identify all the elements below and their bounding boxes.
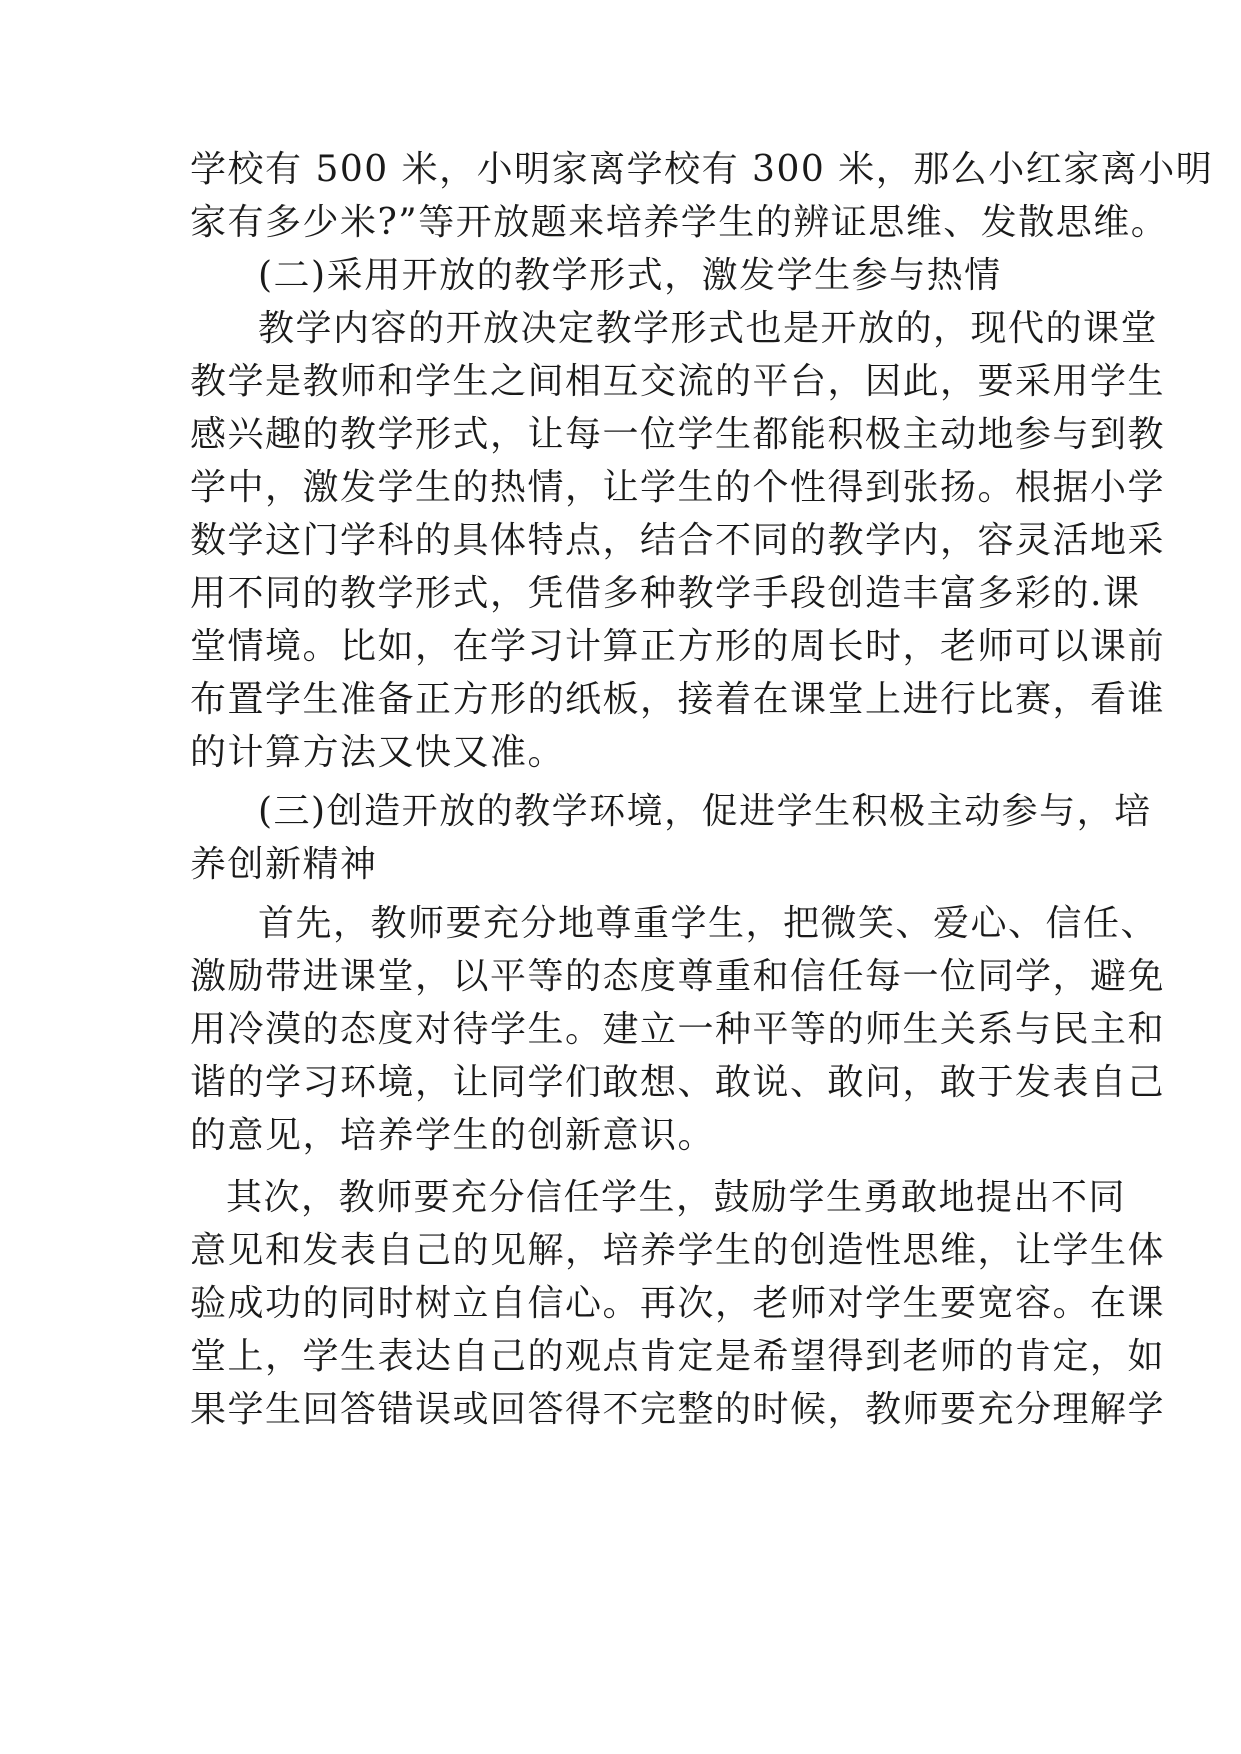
- text-line: 堂情境。比如，在学习计算正方形的周长时，老师可以课前: [190, 626, 1166, 667]
- text-line: 用冷漠的态度对待学生。建立一种平等的师生关系与民主和: [190, 1009, 1166, 1050]
- text-line: 意见和发表自己的见解，培养学生的创造性思维，让学生体: [190, 1230, 1166, 1271]
- text-line: 布置学生准备正方形的纸板，接着在课堂上进行比赛，看谁: [190, 679, 1166, 720]
- text-line: 堂上，学生表达自己的观点肯定是希望得到老师的肯定，如: [190, 1336, 1166, 1377]
- text-line: 首先，教师要充分地尊重学生，把微笑、爱心、信任、: [258, 903, 1159, 944]
- text-line: 其次，教师要充分信任学生，鼓励学生勇敢地提出不同: [226, 1177, 1127, 1218]
- text-line: 教学是教师和学生之间相互交流的平台，因此，要采用学生: [190, 361, 1166, 402]
- text-line: 学中，激发学生的热情，让学生的个性得到张扬。根据小学: [190, 467, 1166, 508]
- text-line: 果学生回答错误或回答得不完整的时候，教师要充分理解学: [190, 1389, 1166, 1430]
- text-line: 感兴趣的教学形式，让每一位学生都能积极主动地参与到教: [190, 414, 1166, 455]
- text-line: 的计算方法又快又准。: [190, 732, 566, 773]
- text-line: 学校有 500 米，小明家离学校有 300 米，那么小红家离小明: [190, 149, 1214, 190]
- text-line: 用不同的教学形式，凭借多种教学手段创造丰富多彩的.课: [190, 573, 1141, 614]
- section-heading: (三)创造开放的教学环境，促进学生积极主动参与，培: [258, 791, 1152, 832]
- section-heading-continuation: 养创新精神: [190, 844, 378, 885]
- text-line: 家有多少米?”等开放题来培养学生的辨证思维、发散思维。: [190, 202, 1169, 243]
- text-line: 激励带进课堂，以平等的态度尊重和信任每一位同学，避免: [190, 956, 1166, 997]
- text-line: 验成功的同时树立自信心。再次，老师对学生要宽容。在课: [190, 1283, 1166, 1324]
- text-line: 数学这门学科的具体特点，结合不同的教学内，容灵活地采: [190, 520, 1166, 561]
- text-line: 教学内容的开放决定教学形式也是开放的，现代的课堂: [258, 308, 1159, 349]
- section-heading: (二)采用开放的教学形式，激发学生参与热情: [258, 255, 1002, 296]
- text-line: 谐的学习环境，让同学们敢想、敢说、敢问，敢于发表自己: [190, 1062, 1166, 1103]
- text-line: 的意见，培养学生的创新意识。: [190, 1115, 716, 1156]
